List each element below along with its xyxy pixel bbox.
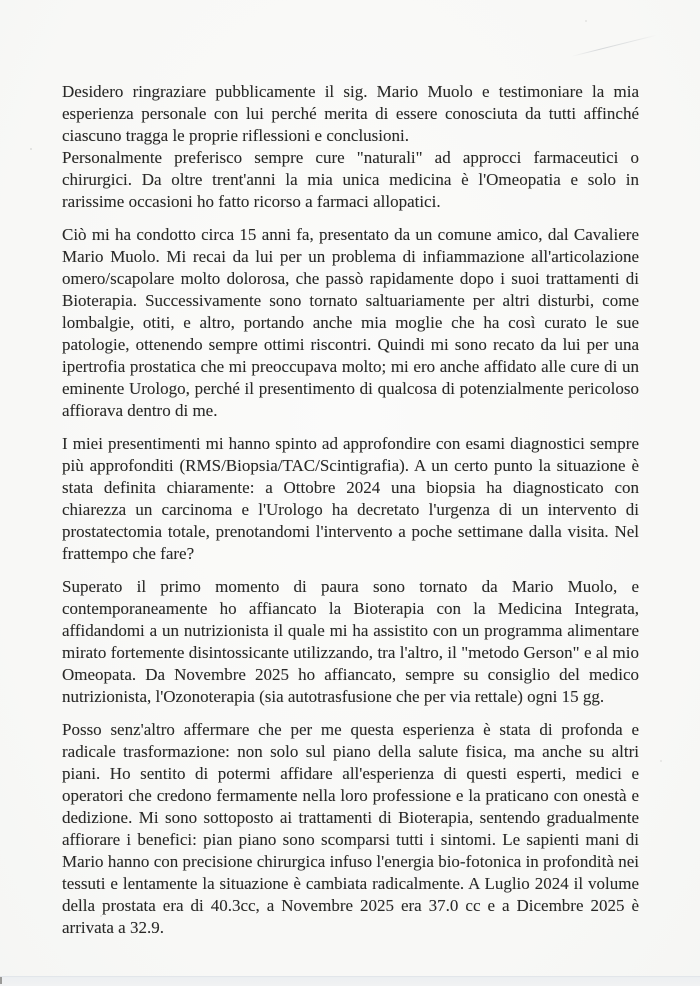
scan-noise-specks xyxy=(30,148,32,150)
paragraph-meeting-mario-muolo: Ciò mi ha condotto circa 15 anni fa, presentato da un comune amico, dal Cavaliere Mario Muolo. Mi recai da lui per un problema di infiammazione all'articolazione omero/scapolare molto dolorosa, che passò rapidamente dopo i suoi trattamenti di Bioterapia. Successivamente sono tornato saltuariamente per altri disturbi, come lombalgie, otiti, e altro, portando anche mia moglie che ha così curato le sue patologie, ottenendo sempre ottimi riscontri. Quindi mi sono recato da lui per una ipertrofia prostatica che mi preoccupava molto; mi ero anche affidato alle cure di un eminente Urologo, perché il presentimento di qualcosa di potenzialmente pericoloso affiorava dentro di me. xyxy=(62,225,639,420)
paper-crease-mark xyxy=(571,35,657,57)
paragraph-diagnosis: I miei presentimenti mi hanno spinto ad approfondire con esami diagnostici sempre più approfonditi (RMS/Biopsia/TAC/Scintigrafia). A un certo punto la situazione è stata definita chiaramente: a Ottobre 2024 una biopsia ha diagnosticato con chiarezza un carcinoma e l'Urologo ha decretato l'urgenza di un intervento di prostatectomia totale, prenotandomi l'intervento a poche settimane dalla visita. Nel frattempo che fare? xyxy=(62,434,639,563)
paragraph-natural-cures: Personalmente preferisco sempre cure "naturali" ad approcci farmaceutici o chirurgici. Da oltre trent'anni la mia unica medicina è l'Omeopatia e solo in rarissime occasioni ho fatto ricorso a farmaci allopatici. xyxy=(62,148,639,211)
scan-edge-mark xyxy=(0,977,2,984)
letter-body xyxy=(62,81,639,950)
paragraph-integrated-medicine: Superato il primo momento di paura sono tornato da Mario Muolo, e contemporaneamente ho affiancato la Bioterapia con la Medicina Integrata, affidandomi a un nutrizionista il quale mi ha assistito con un programma alimentare mirato fortemente disintossicante utilizzando, tra l'altro, il "metodo Gerson" e al mio Omeopata. Da Novembre 2025 ho affiancato, sempre su consiglio del medico nutrizionista, l'Ozonoterapia (sia autotrasfusione che per via rettale) ogni 15 gg. xyxy=(62,577,639,706)
paragraph-transformation-results: Posso senz'altro affermare che per me questa esperienza è stata di profonda e radicale trasformazione: non solo sul piano della salute fisica, ma anche su altri piani. Ho sentito di potermi affidare all'esperienza di questi esperti, medici e operatori che credono fermamente nella loro professione e la praticano con onestà e dedizione. Mi sono sottoposto ai trattamenti di Bioterapia, sentendo gradualmente affiorare i benefici: pian piano sono scomparsi tutti i sintomi. Le sapienti mani di Mario hanno con precisione chirurgica infuso l'energia bio-fotonica in profondità nei tessuti e lentamente la situazione è cambiata radicalmente. A Luglio 2024 il volume della prostata era di 40.3cc, a Novembre 2025 era 37.0 cc e a Dicembre 2025 è arrivata a 32.9. xyxy=(62,720,639,937)
paragraph-intro-thanks: Desidero ringraziare pubblicamente il sig. Mario Muolo e testimoniare la mia esperienza personale con lui perché merita di essere conosciuta da tutti affinché ciascuno tragga le proprie riflessioni e conclusioni. xyxy=(62,82,639,145)
